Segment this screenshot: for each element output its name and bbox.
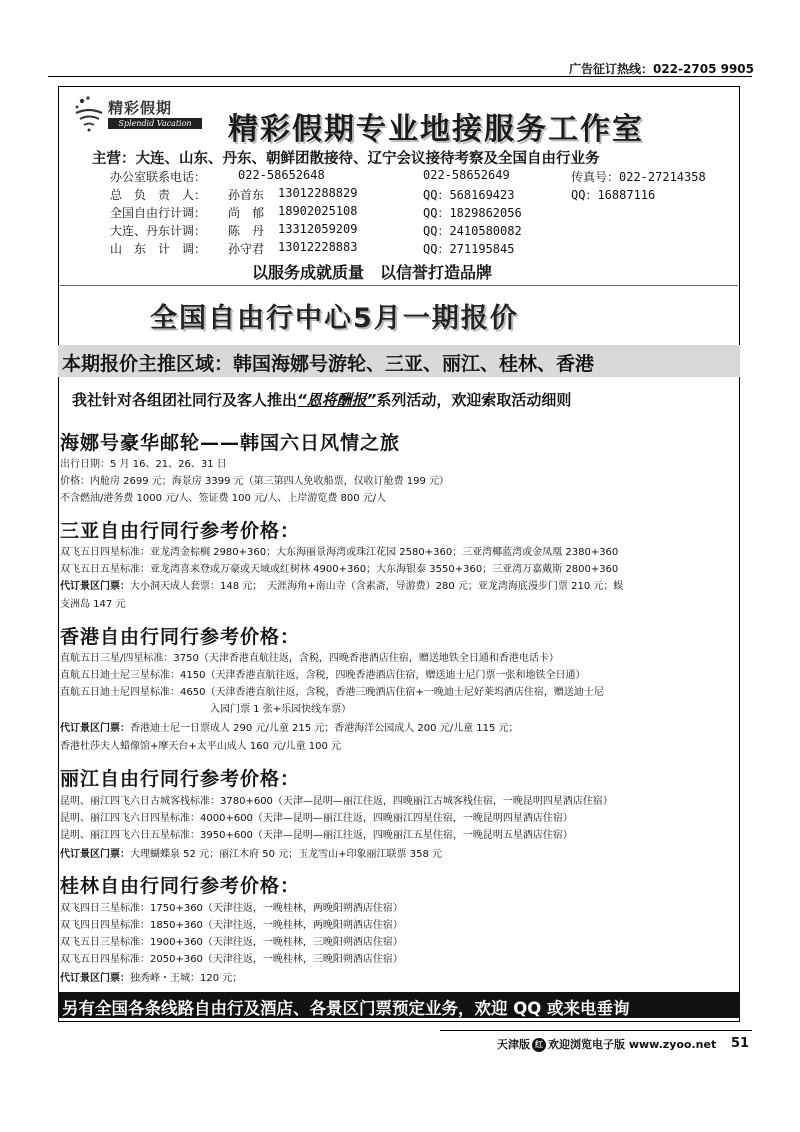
edition-bar <box>497 1036 716 1052</box>
lijiang-tickets <box>60 848 442 861</box>
contact-qq: QQ：568169423 <box>423 188 515 202</box>
contact-label: 总 负 责 人： <box>110 188 207 202</box>
hongkong-tickets-cont: 香港杜莎夫人蜡像馆+摩天台+太平山成人 160 元/儿童 100 元 <box>60 741 342 752</box>
lijiang-line: 昆明、丽江四飞六日古城客栈标准：3780+600（天津—昆明—丽江往返，四晚丽江古城客栈住宿，一晚昆明四星酒店住宿） <box>60 796 613 807</box>
contact-label: 山 东 计 调： <box>110 242 207 256</box>
contact-qq: QQ：1829862056 <box>423 206 522 220</box>
logo-english-name: Splendid Vacation <box>108 118 202 129</box>
guilin-heading: 桂林自由行同行参考价格： <box>60 875 301 897</box>
contact-name: 孙首东 <box>228 188 265 202</box>
contact-name: 尚 郁 <box>228 206 265 220</box>
contact-phone: 13312059209 <box>278 222 358 236</box>
ticket-label: 代订景区门票： <box>60 581 130 592</box>
ticket-text: 大小洞天成人套票：148 元； 天涯海角+南山寺（含素斋，导游费）280 元；亚龙湾海底漫步门票 210 元；蜈 <box>130 581 624 592</box>
lijiang-line: 昆明、丽江四飞六日五星标准：3950+600（天津—昆明—丽江往返，四晚丽江五星住宿，一晚昆明五星酒店住宿） <box>60 830 573 841</box>
ticket-label: 代订景区门票： <box>60 849 130 860</box>
sanya-line: 双飞五日五星标准：亚龙湾喜来登或万豪或天域或红树林 4900+360；大东海银泰 3550+360；三亚湾万嘉戴斯 2800+360 <box>60 564 619 575</box>
guilin-line: 双飞五日四星标准：2050+360（天津往返，一晚桂林，三晚阳朔酒店住宿） <box>60 954 403 965</box>
contact-phone: 13012228883 <box>278 240 358 254</box>
cruise-line: 价格：内舱房 2699 元；海景房 3399 元（第三第四人免收船票，仅收订舱费 199 元） <box>60 476 450 487</box>
hong-badge-icon: 红 <box>532 1038 546 1052</box>
contact-label: 大连、丹东计调： <box>110 224 207 238</box>
ticket-label: 代订景区门票： <box>60 723 130 734</box>
slogan: 以服务成就质量 以信誉打造品牌 <box>252 263 493 282</box>
sanya-line: 双飞五日四星标准：亚龙湾金棕榈 2980+360；大东海丽景海湾或珠江花园 2580+360；三亚湾椰蓝湾或金凤凰 2380+360 <box>60 547 619 558</box>
ticket-text: 大理蝴蝶泉 52 元；丽江木府 50 元；玉龙雪山+印象丽江联票 358 元 <box>130 849 442 860</box>
sanya-heading: 三亚自由行同行参考价格： <box>60 520 301 542</box>
guilin-tickets <box>60 972 242 985</box>
contact-phone: 18902025108 <box>278 204 358 218</box>
ticket-label: 代订景区门票： <box>60 973 130 984</box>
contact-label: 全国自由行计调： <box>110 206 207 220</box>
cruise-line: 出行日期：5 月 16、21、26、31 日 <box>60 459 227 470</box>
hongkong-line: 入园门票 1 张+乐园快线车票） <box>210 704 352 715</box>
edition-label: 天津版 <box>497 1038 530 1051</box>
cruise-heading: 海娜号豪华邮轮——韩国六日风情之旅 <box>60 432 401 454</box>
bottom-rule <box>440 1030 752 1031</box>
top-rule <box>48 76 752 77</box>
contact-phone: 022-58652648 <box>238 168 325 182</box>
contact-phone: 13012288829 <box>278 186 358 200</box>
logo-chinese-name: 精彩假期 <box>108 99 173 117</box>
contact-qq-secondary: QQ：16887116 <box>571 188 656 202</box>
footer-notice: 另有全国各条线路自由行及酒店、各景区门票预定业务，欢迎 QQ 或来电垂询 <box>62 999 630 1018</box>
contact-name: 孙守君 <box>228 242 265 256</box>
sanya-tickets <box>60 580 623 593</box>
promo-campaign-name: “恩将酬报” <box>297 391 377 409</box>
hongkong-tickets <box>60 722 519 735</box>
contact-fax: 传真号：022-27214358 <box>571 170 706 184</box>
ticket-text: 独秀峰・王城：120 元； <box>130 973 243 984</box>
featured-regions: 本期报价主推区域：韩国海娜号游轮、三亚、丽江、桂林、香港 <box>62 353 595 375</box>
sanya-tickets-cont: 支洲岛 147 元 <box>60 599 126 610</box>
promo-text-end: 系列活动，欢迎索取活动细则 <box>376 391 572 409</box>
promo-line <box>72 389 571 410</box>
studio-title: 精彩假期专业地接服务工作室 <box>228 112 644 147</box>
studio-logo <box>72 93 202 133</box>
contact-qq: QQ：271195845 <box>423 242 515 256</box>
guilin-line: 双飞四日四星标准：1850+360（天津往返，一晚桂林，两晚阳朔酒店住宿） <box>60 920 403 931</box>
guilin-line: 双飞四日三星标准：1750+360（天津往返，一晚桂林，两晚阳朔酒店住宿） <box>60 903 403 914</box>
hongkong-line: 直航五日迪士尼三星标准：4150（天津香港直航往返，含税，四晚香港酒店住宿，赠送迪士尼门票一张和地铁全日通） <box>60 670 586 681</box>
guilin-line: 双飞五日三星标准：1900+360（天津往返，一晚桂林，三晚阳朔酒店住宿） <box>60 937 403 948</box>
lijiang-line: 昆明、丽江四飞六日四星标准：4000+600（天津—昆明—丽江往返，四晚丽江四星住宿，一晚昆明四星酒店住宿） <box>60 813 573 824</box>
business-scope: 主营：大连、山东、丹东、朝鲜团散接待、辽宁会议接待考察及全国自由行业务 <box>92 151 600 167</box>
contact-label: 办公室联系电话： <box>110 170 207 184</box>
lijiang-heading: 丽江自由行同行参考价格： <box>60 768 301 790</box>
page-number: 51 <box>731 1036 750 1051</box>
price-list-title: 全国自由行中心5月一期报价 <box>150 303 519 334</box>
contact-qq: QQ：2410580082 <box>423 224 522 238</box>
section-divider <box>60 285 738 286</box>
ad-hotline: 广告征订热线：022-2705 9905 <box>568 62 754 76</box>
splash-logo-icon <box>72 93 106 133</box>
cruise-line: 不含燃油/港务费 1000 元/人、签证费 100 元/人、上岸游览费 800 元/人 <box>60 493 387 504</box>
hongkong-line: 直航五日迪士尼四星标准：4650（天津香港直航往返，含税，香港三晚酒店住宿+一晚迪士尼好莱坞酒店住宿，赠送迪士尼 <box>60 687 604 698</box>
website-tagline: 欢迎浏览电子版 www.zyoo.net <box>548 1038 717 1051</box>
contact-name: 陈 丹 <box>228 224 265 238</box>
hongkong-heading: 香港自由行同行参考价格： <box>60 626 301 648</box>
contact-qq: 022-58652649 <box>423 168 510 182</box>
hongkong-line: 直航五日三星/四星标准：3750（天津香港直航往返，含税，四晚香港酒店住宿，赠送地铁全日通和香港电话卡） <box>60 653 559 664</box>
ticket-text: 香港迪士尼一日票成人 290 元/儿童 215 元；香港海洋公园成人 200 元/儿童 115 元； <box>130 723 519 734</box>
promo-text: 我社针对各组团社同行及客人推出 <box>72 391 298 409</box>
